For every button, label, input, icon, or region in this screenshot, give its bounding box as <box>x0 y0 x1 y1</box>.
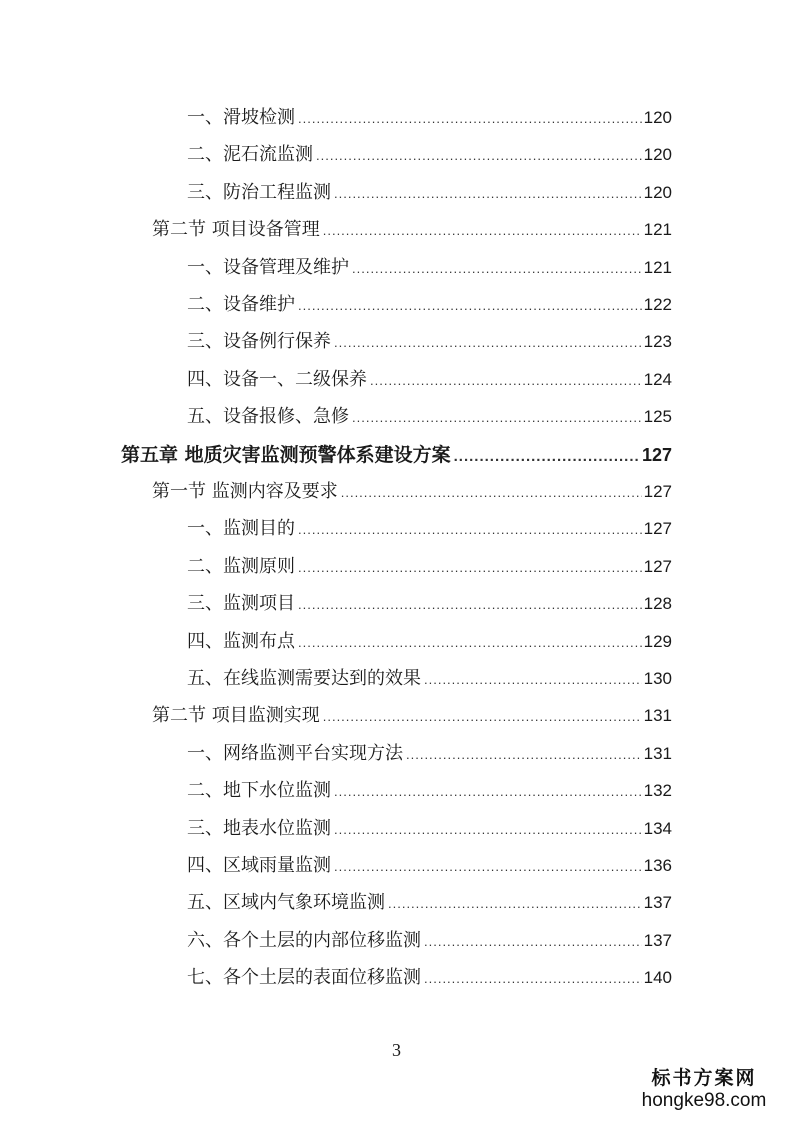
toc-entry-title: 第五章 地质灾害监测预警体系建设方案 <box>121 443 451 466</box>
toc-entry-page: 127 <box>643 519 672 539</box>
dot-leader <box>298 518 642 542</box>
toc-item-row[interactable] <box>187 966 672 991</box>
toc-item-row[interactable] <box>187 592 672 617</box>
toc-entry-title: 一、网络监测平台实现方法 <box>187 742 403 764</box>
dot-leader <box>352 406 642 430</box>
toc-entry-page: 128 <box>643 594 672 614</box>
toc-entry-page: 123 <box>643 332 672 352</box>
dot-leader <box>298 294 642 318</box>
toc-item-row[interactable] <box>187 368 672 393</box>
dot-leader <box>334 331 642 355</box>
toc-entry-page: 137 <box>643 893 672 913</box>
toc-entry-page: 121 <box>643 220 672 240</box>
toc-item-row[interactable] <box>187 630 672 655</box>
toc-entry-title: 一、设备管理及维护 <box>187 256 349 278</box>
toc-entry-title: 二、设备维护 <box>187 294 295 315</box>
site-watermark <box>629 1066 779 1112</box>
dot-leader <box>424 668 642 692</box>
dot-leader <box>298 556 642 580</box>
dot-leader <box>424 930 642 954</box>
toc-entry-title: 五、区域内气象环境监测 <box>187 892 385 914</box>
dot-leader <box>323 705 642 729</box>
toc-entry-page: 131 <box>643 706 672 726</box>
dot-leader <box>334 818 642 842</box>
dot-leader <box>388 892 642 916</box>
dot-leader <box>454 445 640 469</box>
toc-entry-page: 127 <box>641 444 672 465</box>
toc-entry-title: 五、在线监测需要达到的效果 <box>187 668 421 689</box>
toc-entry-title: 五、设备报修、急修 <box>187 406 349 428</box>
toc-entry-page: 140 <box>643 968 672 988</box>
page-number: 3 <box>392 1040 401 1060</box>
toc-entry-title: 第一节 监测内容及要求 <box>152 481 338 502</box>
watermark-cn-text: 标书方案网 <box>651 1067 757 1089</box>
toc-entry-page: 120 <box>643 145 672 165</box>
dot-leader <box>298 107 642 131</box>
toc-item-row[interactable] <box>187 143 672 168</box>
toc-entry-title: 二、地下水位监测 <box>187 780 331 802</box>
toc-item-row[interactable] <box>187 779 672 804</box>
toc-section-row[interactable] <box>152 480 672 505</box>
toc-entry-title: 二、泥石流监测 <box>187 144 313 166</box>
toc-entry-page: 122 <box>643 295 672 314</box>
dot-leader <box>370 369 642 393</box>
toc-entry-title: 三、监测项目 <box>187 593 295 615</box>
toc-item-row[interactable] <box>187 517 672 542</box>
toc-item-row[interactable] <box>187 854 672 879</box>
toc-entry-page: 124 <box>643 369 672 389</box>
toc-entry-page: 125 <box>643 407 672 427</box>
toc-entry-title: 三、地表水位监测 <box>187 817 331 839</box>
toc-entry-title: 七、各个土层的表面位移监测 <box>187 967 421 989</box>
toc-entry-title: 三、防治工程监测 <box>187 181 331 203</box>
dot-leader <box>352 257 642 281</box>
watermark-url-text: hongke98.com <box>641 1090 767 1111</box>
toc-entry-title: 四、监测布点 <box>187 630 295 652</box>
toc-entry-page: 129 <box>643 631 672 651</box>
toc-entry-page: 127 <box>643 556 672 576</box>
toc-entry-page: 120 <box>643 182 672 202</box>
dot-leader <box>424 967 642 991</box>
dot-leader <box>298 631 642 655</box>
toc-entry-title: 二、监测原则 <box>187 555 295 577</box>
toc-entry-title: 一、监测目的 <box>187 518 295 540</box>
toc-entry-page: 121 <box>643 257 672 277</box>
toc-item-row[interactable] <box>187 667 672 692</box>
toc-entry-title: 三、设备例行保养 <box>187 331 331 353</box>
toc-item-row[interactable] <box>187 891 672 916</box>
toc-entry-page: 136 <box>643 856 672 875</box>
toc-entry-page: 132 <box>643 781 672 801</box>
toc-entry-page: 120 <box>643 108 672 127</box>
toc-item-row[interactable] <box>187 555 672 580</box>
toc-item-row[interactable] <box>187 293 672 318</box>
dot-leader <box>341 481 642 505</box>
toc-item-row[interactable] <box>187 256 672 281</box>
dot-leader <box>323 219 642 243</box>
toc-entry-page: 130 <box>643 669 672 688</box>
dot-leader <box>334 780 642 804</box>
toc-chapter-row[interactable] <box>121 443 672 469</box>
toc-entry-title: 一、滑坡检测 <box>187 107 295 128</box>
toc-entry-page: 131 <box>643 743 672 763</box>
toc-entry-title: 四、区域雨量监测 <box>187 855 331 876</box>
toc-item-row[interactable] <box>187 181 672 206</box>
dot-leader <box>298 593 642 617</box>
toc-entry-title: 第二节 项目设备管理 <box>152 219 320 241</box>
toc-item-row[interactable] <box>187 405 672 430</box>
dot-leader <box>406 743 642 767</box>
toc-entry-title: 第二节 项目监测实现 <box>152 705 320 727</box>
toc-entry-title: 四、设备一、二级保养 <box>187 368 367 390</box>
toc-item-row[interactable] <box>187 330 672 355</box>
toc-item-row[interactable] <box>187 817 672 842</box>
toc-entry-page: 134 <box>643 818 672 838</box>
toc-entry-title: 六、各个土层的内部位移监测 <box>187 929 421 951</box>
toc-item-row[interactable] <box>187 742 672 767</box>
toc-item-row[interactable] <box>187 929 672 954</box>
toc-item-row[interactable] <box>187 106 672 131</box>
dot-leader <box>334 182 642 206</box>
dot-leader <box>316 144 642 168</box>
toc-entry-page: 137 <box>643 930 672 950</box>
toc-entry-page: 127 <box>643 482 672 501</box>
toc-section-row[interactable] <box>152 704 672 729</box>
dot-leader <box>334 855 642 879</box>
toc-section-row[interactable] <box>152 218 672 243</box>
